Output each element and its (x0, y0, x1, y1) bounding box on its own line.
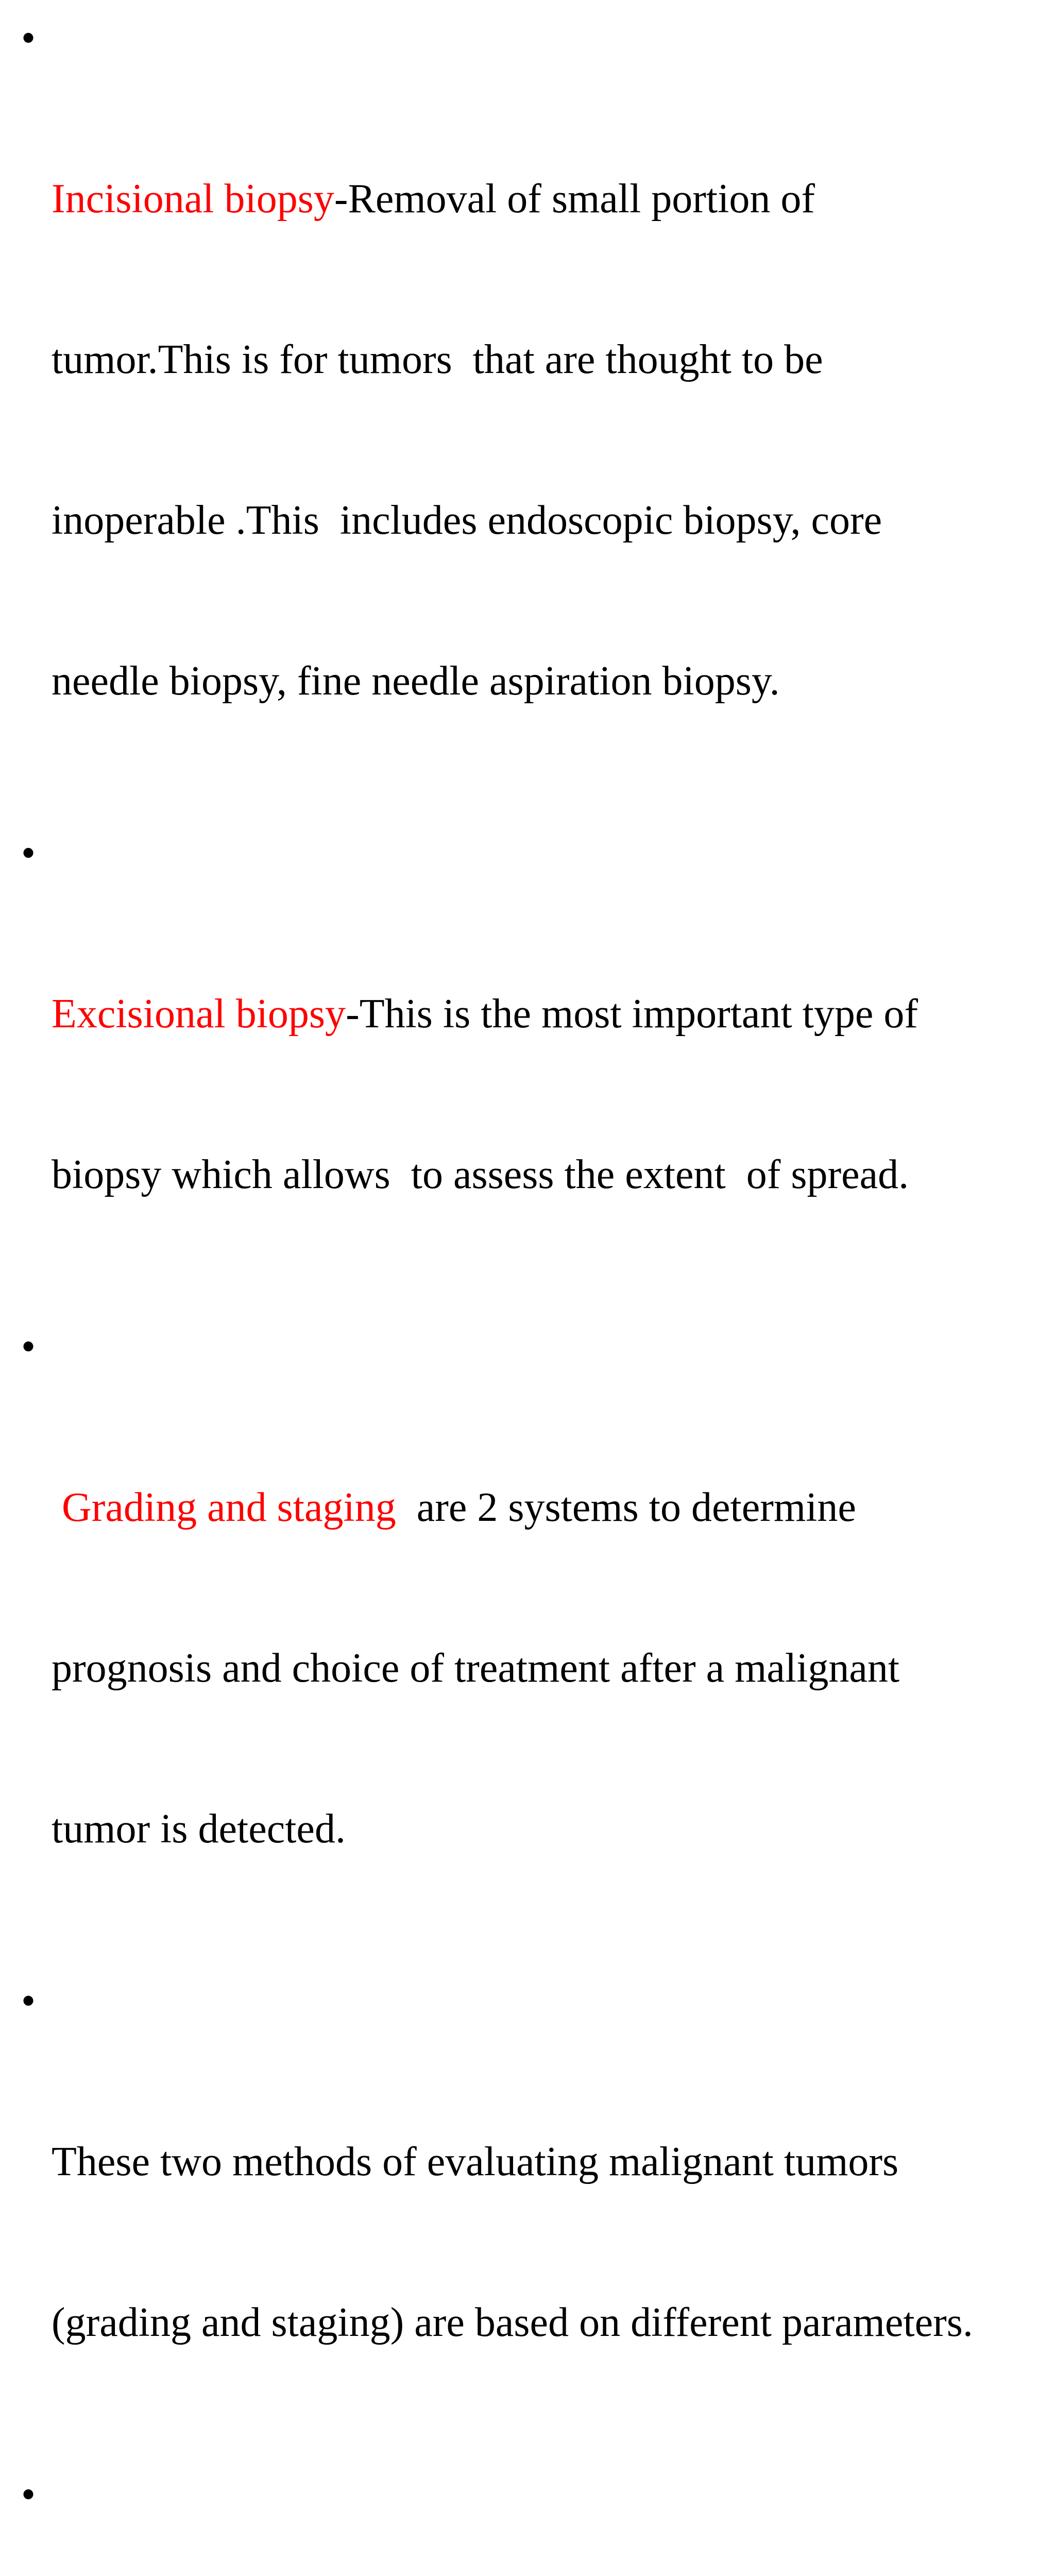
bullet-list (10, 11, 1045, 2576)
bullet-dot-icon: • (21, 1324, 36, 1369)
bullet-item-curability (10, 2468, 1045, 2576)
bullet-text: are 2 systems to determine (396, 1485, 856, 1530)
bullet-line: needle biopsy, fine needle aspiration biopsy. (52, 658, 780, 704)
term-excisional-biopsy: Excisional biopsy (52, 991, 346, 1037)
bullet-line: prognosis and choice of treatment after a malignant (52, 1646, 900, 1691)
bullet-item-evaluation-methods (10, 1974, 1045, 2456)
bullet-item-excisional-biopsy (10, 826, 1045, 1309)
bullet-dot-icon: • (21, 2472, 36, 2517)
bullet-dot-icon: • (21, 831, 36, 876)
bullet-line: biopsy which allows to assess the extent of spread. (52, 1152, 909, 1197)
bullet-text: -This is the most important type of (346, 991, 918, 1037)
bullet-line (52, 172, 1045, 226)
bullet-line: tumor.This is for tumors that are thought to be (52, 337, 823, 382)
bullet-line: inoperable .This includes endoscopic biopsy, core (52, 498, 882, 543)
bullet-line: tumor is detected. (52, 1806, 346, 1852)
bullet-line: These two methods of evaluating malignant tumors (52, 2139, 899, 2184)
bullet-dot-icon: • (21, 1978, 36, 2024)
bullet-line (52, 1481, 1045, 1534)
bullet-line (52, 987, 1045, 1041)
bullet-text: -Removal of small portion of (334, 176, 815, 222)
term-grading-and-staging: Grading and staging (52, 1485, 396, 1530)
term-incisional-biopsy: Incisional biopsy (52, 176, 334, 222)
bullet-item-grading-and-staging (10, 1320, 1045, 1963)
bullet-dot-icon: • (21, 15, 36, 61)
bullet-line: (grading and staging) are based on different parameters. (52, 2300, 973, 2345)
bullet-item-incisional-biopsy (10, 11, 1045, 815)
